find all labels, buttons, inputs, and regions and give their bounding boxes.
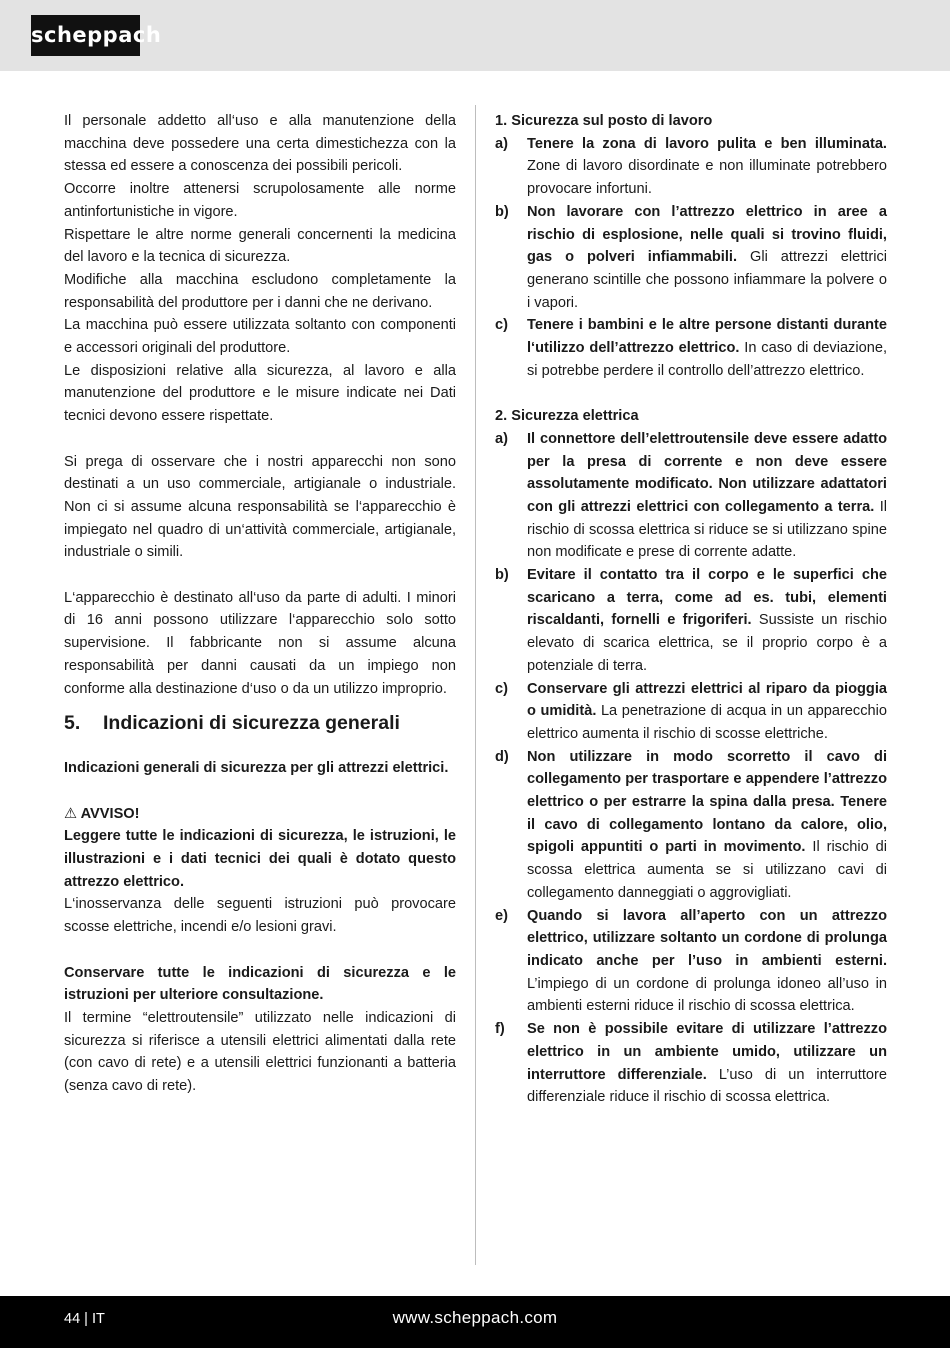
item-plain: Gli attrezzi elettrici generano scintille che possono infiammare la polvere o i vapori.	[527, 249, 888, 311]
item-plain: La penetrazione di acqua in un apparecchio elettrico aumenta il rischio di scosse elettriche.	[527, 703, 887, 742]
paragraph: Modifiche alla macchina escludono completamente la responsabilità del produttore per i danni che ne derivano.	[64, 271, 456, 311]
item-label: a)	[495, 135, 508, 152]
page-number: 44 | IT	[64, 1311, 105, 1327]
item-plain: Zone di lavoro disordinate e non illuminate potrebbero provocare infortuni.	[527, 158, 887, 198]
electrical-heading: 2. Sicurezza elettrica	[495, 408, 639, 425]
item-bold: Evitare il contatto tra il corpo e le superfici che scaricano a terra, come ad es. tubi, elementi riscaldanti, fornelli e frigoriferi.	[527, 567, 887, 629]
left-column	[64, 110, 456, 1098]
item-text	[527, 314, 887, 382]
item-plain: L’uso di un interruttore differenziale riduce il rischio di scossa elettrica.	[527, 1066, 887, 1106]
section-title: Indicazioni di sicurezza generali	[103, 712, 400, 735]
item-plain: Sussiste un rischio elevato di scarica elettrica, se il proprio corpo è a potenziale di terra.	[527, 612, 887, 674]
list-item	[495, 564, 887, 678]
right-column	[495, 110, 887, 1109]
list-item	[495, 201, 887, 315]
item-label: d)	[495, 748, 509, 765]
item-label: e)	[495, 907, 508, 924]
item-label: c)	[495, 680, 508, 697]
item-plain: Il rischio di scossa elettrica aumenta se si utilizzano cavi di collegamento danneggiati o aggrovigliati.	[527, 839, 887, 901]
section-number: 5.	[64, 712, 81, 735]
general-heading: Indicazioni generali di sicurezza per gli attrezzi elettrici.	[64, 760, 449, 777]
warning-text: L‘inosservanza delle seguenti istruzioni può provocare scosse elettriche, incendi e/o lesioni gravi.	[64, 896, 456, 936]
list-item	[495, 905, 887, 1019]
section-heading	[64, 710, 456, 736]
item-bold: Tenere la zona di lavoro pulita e ben illuminata.	[527, 135, 887, 152]
item-bold: Se non è possibile evitare di utilizzare l’attrezzo elettrico in un ambiente umido, utilizzare un interruttore differenziale.	[527, 1021, 887, 1083]
list-item	[495, 1018, 887, 1109]
warning-bold: Leggere tutte le indicazioni di sicurezza, le istruzioni, le illustrazioni e i dati tecnici dei quali è dotato questo attrezzo elettrico.	[64, 828, 456, 890]
item-bold: Conservare gli attrezzi elettrici al riparo da pioggia o umidità.	[527, 680, 887, 720]
item-label: a)	[495, 430, 508, 447]
item-text	[527, 746, 887, 905]
brand-logo: scheppach	[31, 15, 140, 56]
item-text	[527, 678, 887, 746]
website-link[interactable]: www.scheppach.com	[392, 1308, 558, 1327]
list-item	[495, 428, 887, 564]
item-bold: Tenere i bambini e le altre persone distanti durante l‘utilizzo dell’attrezzo elettrico.	[527, 317, 887, 357]
workplace-heading: 1. Sicurezza sul posto di lavoro	[495, 113, 713, 129]
item-text	[527, 1018, 887, 1109]
item-plain: L’impiego di un cordone di prolunga idoneo all’uso in ambienti esterni riduce il rischio di scossa elettrica.	[527, 975, 887, 1015]
paragraph: Occorre inoltre attenersi scrupolosamente alle norme antinfortunistiche in vigore.	[64, 181, 456, 220]
item-text	[527, 428, 887, 564]
paragraph: Le disposizioni relative alla sicurezza, al lavoro e alla manutenzione del produttore e le misure indicate nei Dati tecnici devono essere rispettate.	[64, 362, 456, 425]
list-item	[495, 133, 887, 201]
paragraph: Il personale addetto all‘uso e alla manutenzione della macchina deve possedere una certa dimestichezza con la stessa ed essere a conoscenza dei possibili pericoli.	[64, 113, 456, 175]
item-bold: Non utilizzare in modo scorretto il cavo di collegamento per trasportare e appendere l’attrezzo elettrico o per estrarre la spina dalla presa. Tenere il cavo di collegamento lontano da calore, olio, spigoli appuntiti o parti in movimento.	[527, 748, 887, 856]
list-item	[495, 678, 887, 746]
adult-note: L‘apparecchio è destinato all‘uso da parte di adulti. I minori di 16 anni possono utilizzare l‘apparecchio solo sotto supervisione. Il fabbricante non si assume alcuna responsabilità per danni causati da un impiego non conforme alla destinazione d‘uso o da un utilizzo improprio.	[64, 589, 456, 697]
item-text	[527, 905, 887, 1019]
item-plain: In caso di deviazione, si potrebbe perdere il controllo dell’attrezzo elettrico.	[527, 340, 888, 379]
item-text	[527, 564, 887, 678]
item-bold: Il connettore dell’elettroutensile deve essere adatto per la presa di corrente e non deve essere assolutamente modificato. Non utilizzare adattatori con gli attrezzi elettrici con collegamento a terra.	[527, 430, 887, 515]
keep-instructions-text: Il termine “elettroutensile” utilizzato nelle indicazioni di sicurezza si riferisce a utensili elettrici alimentati dalla rete (con cavo di rete) e a utensili elettrici funzionanti a batteria (senza cavo di rete).	[64, 1009, 456, 1095]
warning-title: ⚠ AVVISO!	[64, 805, 140, 822]
commercial-note: Si prega di osservare che i nostri apparecchi non sono destinati a un uso commerciale, artigianale o industriale. Non ci si assume alcuna responsabilità se l‘apparecchio è impiegato nel quadro di un‘attività commerciale, artigianale, industriale o simili.	[64, 453, 456, 561]
item-text	[527, 201, 887, 315]
item-label: b)	[495, 203, 509, 220]
item-bold: Non lavorare con l’attrezzo elettrico in aree a rischio di esplosione, nelle quali si trovino fluidi, gas o polveri infiammabili.	[527, 203, 887, 266]
keep-instructions-bold: Conservare tutte le indicazioni di sicurezza e le istruzioni per ulteriore consultazione.	[64, 964, 456, 1004]
item-label: c)	[495, 317, 508, 334]
item-label: b)	[495, 567, 509, 584]
footer-bar	[0, 1296, 950, 1348]
list-item	[495, 314, 887, 382]
item-plain: Il rischio di scossa elettrica si riduce se si utilizzano spine non modificate e prese di corrente adatte.	[527, 498, 887, 561]
header-bar	[0, 0, 950, 71]
item-label: f)	[495, 1021, 505, 1038]
item-bold: Quando si lavora all’aperto con un attrezzo elettrico, utilizzare soltanto un cordone di prolunga indicato anche per l’uso in ambienti esterni.	[527, 907, 887, 969]
paragraph: Rispettare le altre norme generali concernenti la medicina del lavoro e la tecnica di sicurezza.	[64, 226, 456, 266]
column-divider	[475, 105, 476, 1265]
list-item	[495, 746, 887, 905]
paragraph: La macchina può essere utilizzata soltanto con componenti e accessori originali del produttore.	[64, 317, 456, 357]
item-text	[527, 133, 887, 201]
